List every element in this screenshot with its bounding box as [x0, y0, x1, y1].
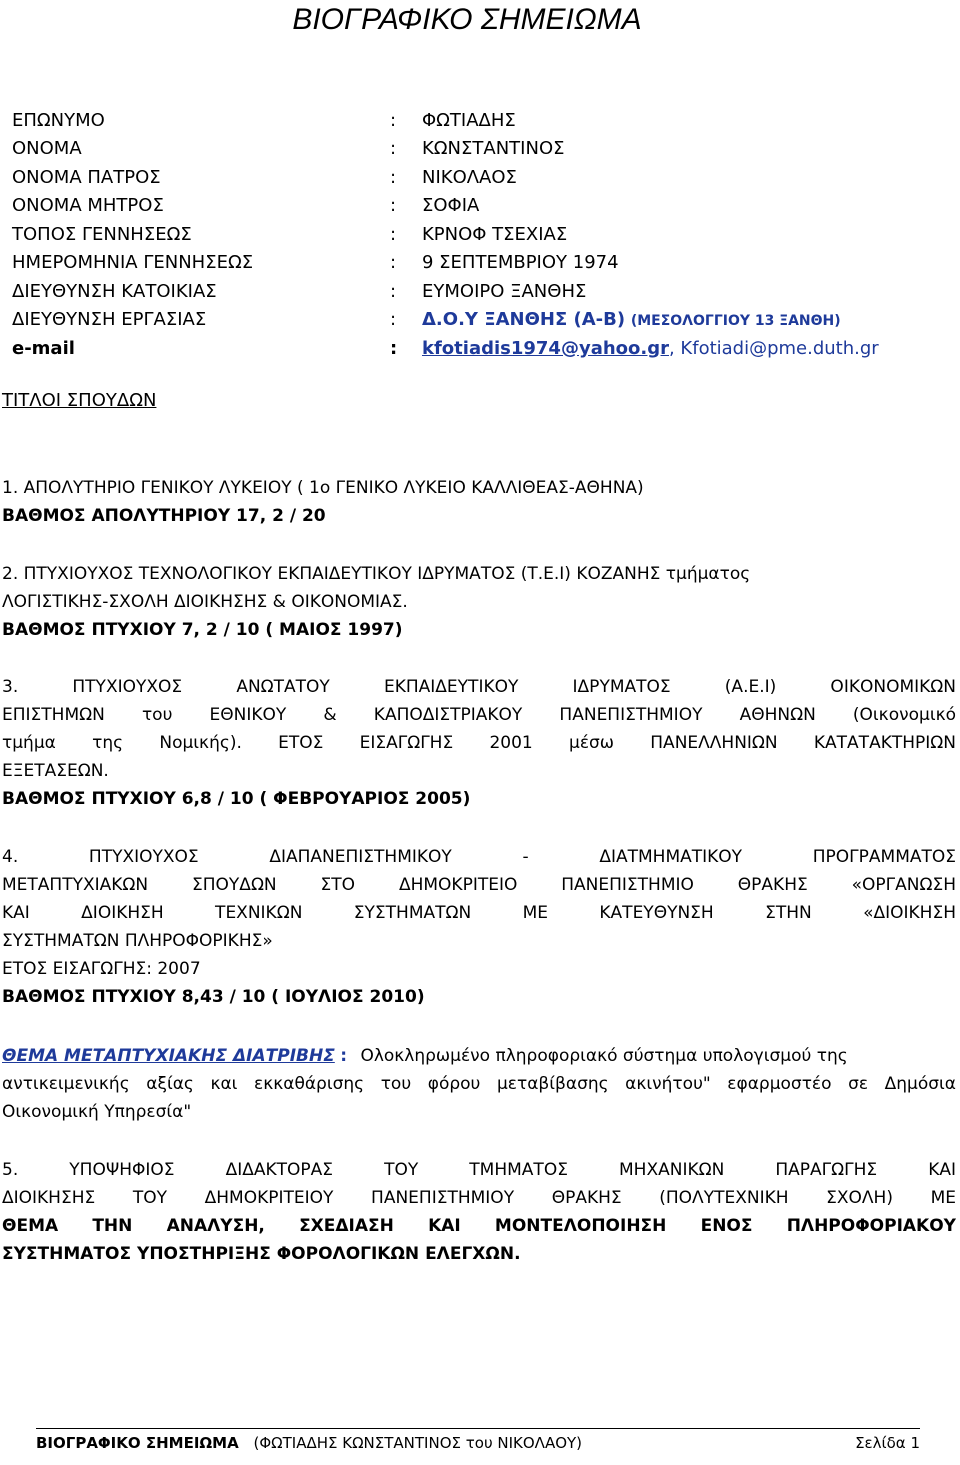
- thesis-label: ΘΕΜΑ ΜΕΤΑΠΤΥΧΙΑΚΗΣ ΔΙΑΤΡΙΒΗΣ: [2, 1046, 335, 1066]
- info-label: ΟΝΟΜΑ: [12, 138, 82, 160]
- info-value: [422, 309, 841, 330]
- thesis-first-line: [2, 1042, 956, 1070]
- info-row-name: [12, 135, 879, 164]
- footer-divider: [36, 1428, 920, 1429]
- entry-line: ΕΠΙΣΤΗΜΩΝ του ΕΘΝΙΚΟΥ & ΚΑΠΟΔΙΣΤΡΙΑΚΟΥ ΠΑΝΕΠΙΣΤΗΜΙΟΥ ΑΘΗΝΩΝ (Οικονομικό: [2, 705, 956, 725]
- work-office: Δ.Ο.Υ ΞΑΝΘΗΣ (Α-Β): [422, 309, 626, 331]
- info-colon: :: [390, 195, 397, 217]
- thesis-text: Ολοκληρωμένο πληροφοριακό σύστημα υπολογισμού της: [360, 1046, 848, 1066]
- footer-doc-title: ΒΙΟΓΡΑΦΙΚΟ ΣΗΜΕΙΩΜΑ: [36, 1434, 239, 1452]
- info-row-mother-name: [12, 192, 879, 221]
- email-link-yahoo[interactable]: kfotiadis1974@yahoo.gr: [422, 337, 669, 359]
- info-label: ΤΟΠΟΣ ΓΕΝΝΗΣΕΩΣ: [12, 223, 192, 245]
- entry-2: [2, 560, 956, 644]
- thesis-line: Οικονομική Υπηρεσία": [2, 1102, 192, 1122]
- info-value: ΣΟΦΙΑ: [422, 195, 480, 217]
- studies-heading: ΤΙΤΛΟΙ ΣΠΟΥΔΩΝ: [2, 390, 157, 411]
- entry-3: [2, 673, 956, 813]
- info-colon: :: [390, 337, 398, 359]
- work-office-address: (ΜΕΣΟΛΟΓΓΙΟΥ 13 ΞΑΝΘΗ): [630, 313, 841, 330]
- entry-line: 5. ΥΠΟΨΗΦΙΟΣ ΔΙΔΑΚΤΟΡΑΣ ΤΟΥ ΤΜΗΜΑΤΟΣ ΜΗΧΑΝΙΚΩΝ ΠΑΡΑΓΩΓΗΣ ΚΑΙ: [2, 1160, 956, 1180]
- entry-grade: ΒΑΘΜΟΣ ΠΤΥΧΙΟΥ 6,8 / 10 ( ΦΕΒΡΟΥΑΡΙΟΣ 2005): [2, 789, 471, 809]
- entry-grade: ΒΑΘΜΟΣ ΠΤΥΧΙΟΥ 7, 2 / 10 ( ΜΑΙΟΣ 1997): [2, 620, 403, 640]
- thesis-block: [2, 1042, 956, 1126]
- info-value: 9 ΣΕΠΤΕΜΒΡΙΟΥ 1974: [422, 252, 619, 274]
- info-row-surname: [12, 106, 879, 135]
- entry-line: ΘΕΜΑ ΤΗΝ ΑΝΑΛΥΣΗ, ΣΧΕΔΙΑΣΗ ΚΑΙ ΜΟΝΤΕΛΟΠΟΙΗΣΗ ΕΝΟΣ ΠΛΗΡΟΦΟΡΙΑΚΟΥ: [2, 1216, 956, 1236]
- info-colon: :: [390, 109, 397, 131]
- entry-1: [2, 474, 956, 530]
- page-footer: [36, 1434, 920, 1452]
- info-value: ΚΩΝΣΤΑΝΤΙΝΟΣ: [422, 138, 565, 160]
- info-value: ΦΩΤΙΑΔΗΣ: [422, 109, 516, 131]
- entry-line: ΕΤΟΣ ΕΙΣΑΓΩΓΗΣ: 2007: [2, 959, 201, 979]
- info-colon: :: [390, 252, 397, 274]
- info-value: ΚΡΝΟΦ ΤΣΕΧΙΑΣ: [422, 223, 568, 245]
- info-label: ΔΙΕΥΘΥΝΣΗ ΚΑΤΟΙΚΙΑΣ: [12, 280, 217, 302]
- info-colon: :: [390, 309, 397, 331]
- entry-4: [2, 843, 956, 1011]
- entry-line: ΜΕΤΑΠΤΥΧΙΑΚΩΝ ΣΠΟΥΔΩΝ ΣΤΟ ΔΗΜΟΚΡΙΤΕΙΟ ΠΑΝΕΠΙΣΤΗΜΙΟ ΘΡΑΚΗΣ «ΟΡΓΑΝΩΣΗ: [2, 875, 956, 895]
- info-colon: :: [390, 223, 397, 245]
- info-row-email: [12, 334, 879, 363]
- info-value: [422, 338, 879, 359]
- entry-line: ΔΙΟΙΚΗΣΗΣ ΤΟΥ ΔΗΜΟΚΡΙΤΕΙΟΥ ΠΑΝΕΠΙΣΤΗΜΙΟΥ ΘΡΑΚΗΣ (ΠΟΛΥΤΕΧΝΙΚΗ ΣΧΟΛΗ) ΜΕ: [2, 1188, 956, 1208]
- info-colon: :: [390, 166, 397, 188]
- thesis-line: αντικειμενικής αξίας και εκκαθάρισης του φόρου μεταβίβασης ακινήτου" εφαρμοστέο σε Δημόσια: [2, 1074, 956, 1094]
- info-row-birthplace: [12, 220, 879, 249]
- entry-grade: ΒΑΘΜΟΣ ΠΤΥΧΙΟΥ 8,43 / 10 ( ΙΟΥΛΙΟΣ 2010): [2, 987, 425, 1007]
- entry-grade: ΒΑΘΜΟΣ ΑΠΟΛΥΤΗΡΙΟΥ 17, 2 / 20: [2, 506, 326, 526]
- entry-line: 3. ΠΤΥΧΙΟΥΧΟΣ ΑΝΩΤΑΤΟΥ ΕΚΠΑΙΔΕΥΤΙΚΟΥ ΙΔΡΥΜΑΤΟΣ (Α.Ε.Ι) ΟΙΚΟΝΟΜΙΚΩΝ: [2, 677, 956, 697]
- entry-line: 2. ΠΤΥΧΙΟΥΧΟΣ ΤΕΧΝΟΛΟΓΙΚΟΥ ΕΚΠΑΙΔΕΥΤΙΚΟΥ ΙΔΡΥΜΑΤΟΣ (Τ.Ε.Ι) ΚΟΖΑΝΗΣ τμήματος: [2, 564, 751, 584]
- page-title: ΒΙΟΓΡΑΦΙΚΟ ΣΗΜΕΙΩΜΑ: [292, 3, 642, 36]
- entry-line: τμήμα της Νομικής). ΕΤΟΣ ΕΙΣΑΓΩΓΗΣ 2001 μέσω ΠΑΝΕΛΛΗΝΙΩΝ ΚΑΤΑΤΑΚΤΗΡΙΩΝ: [2, 733, 956, 753]
- entry-line: ΛΟΓΙΣΤΙΚΗΣ-ΣΧΟΛΗ ΔΙΟΙΚΗΣΗΣ & ΟΙΚΟΝΟΜΙΑΣ.: [2, 592, 408, 612]
- info-row-work-address: [12, 306, 879, 335]
- info-row-father-name: [12, 163, 879, 192]
- entry-line: ΚΑΙ ΔΙΟΙΚΗΣΗ ΤΕΧΝΙΚΩΝ ΣΥΣΤΗΜΑΤΩΝ ΜΕ ΚΑΤΕΥΘΥΝΣΗ ΣΤΗΝ «ΔΙΟΙΚΗΣΗ: [2, 903, 956, 923]
- info-row-birthdate: [12, 249, 879, 278]
- email-link-duth[interactable]: , Kfotiadi@pme.duth.gr: [668, 337, 879, 359]
- footer-subtitle: (ΦΩΤΙΑΔΗΣ ΚΩΝΣΤΑΝΤΙΝΟΣ του ΝΙΚΟΛΑΟΥ): [253, 1434, 583, 1452]
- footer-title: [36, 1434, 582, 1452]
- info-label: ΗΜΕΡΟΜΗΝΙΑ ΓΕΝΝΗΣΕΩΣ: [12, 252, 254, 274]
- personal-info-table: [12, 106, 879, 363]
- info-label: ΔΙΕΥΘΥΝΣΗ ΕΡΓΑΣΙΑΣ: [12, 309, 207, 331]
- entry-line: 4. ΠΤΥΧΙΟΥΧΟΣ ΔΙΑΠΑΝΕΠΙΣΤΗΜΙΚΟΥ - ΔΙΑΤΜΗΜΑΤΙΚΟΥ ΠΡΟΓΡΑΜΜΑΤΟΣ: [2, 847, 956, 867]
- entry-line: ΕΞΕΤΑΣΕΩΝ.: [2, 761, 109, 781]
- info-value: ΕΥΜΟΙΡΟ ΞΑΝΘΗΣ: [422, 280, 587, 302]
- info-colon: :: [390, 280, 397, 302]
- thesis-colon: :: [340, 1046, 348, 1066]
- info-row-home-address: [12, 277, 879, 306]
- info-label: e-mail: [12, 337, 75, 359]
- info-colon: :: [390, 138, 397, 160]
- entry-5: [2, 1156, 956, 1268]
- entry-line: ΣΥΣΤΗΜΑΤΩΝ ΠΛΗΡΟΦΟΡΙΚΗΣ»: [2, 931, 273, 951]
- entry-line: ΣΥΣΤΗΜΑΤΟΣ ΥΠΟΣΤΗΡΙΞΗΣ ΦΟΡΟΛΟΓΙΚΩΝ ΕΛΕΓΧΩΝ.: [2, 1244, 521, 1264]
- info-label: ΟΝΟΜΑ ΠΑΤΡΟΣ: [12, 166, 161, 188]
- info-label: ΕΠΩΝΥΜΟ: [12, 109, 105, 131]
- info-value: ΝΙΚΟΛΑΟΣ: [422, 166, 517, 188]
- entry-line: 1. ΑΠΟΛΥΤΗΡΙΟ ΓΕΝΙΚΟΥ ΛΥΚΕΙΟΥ ( 1ο ΓΕΝΙΚΟ ΛΥΚΕΙΟ ΚΑΛΛΙΘΕΑΣ-ΑΘΗΝΑ): [2, 478, 644, 498]
- footer-page-number: Σελίδα 1: [855, 1434, 920, 1452]
- info-label: ΟΝΟΜΑ ΜΗΤΡΟΣ: [12, 195, 164, 217]
